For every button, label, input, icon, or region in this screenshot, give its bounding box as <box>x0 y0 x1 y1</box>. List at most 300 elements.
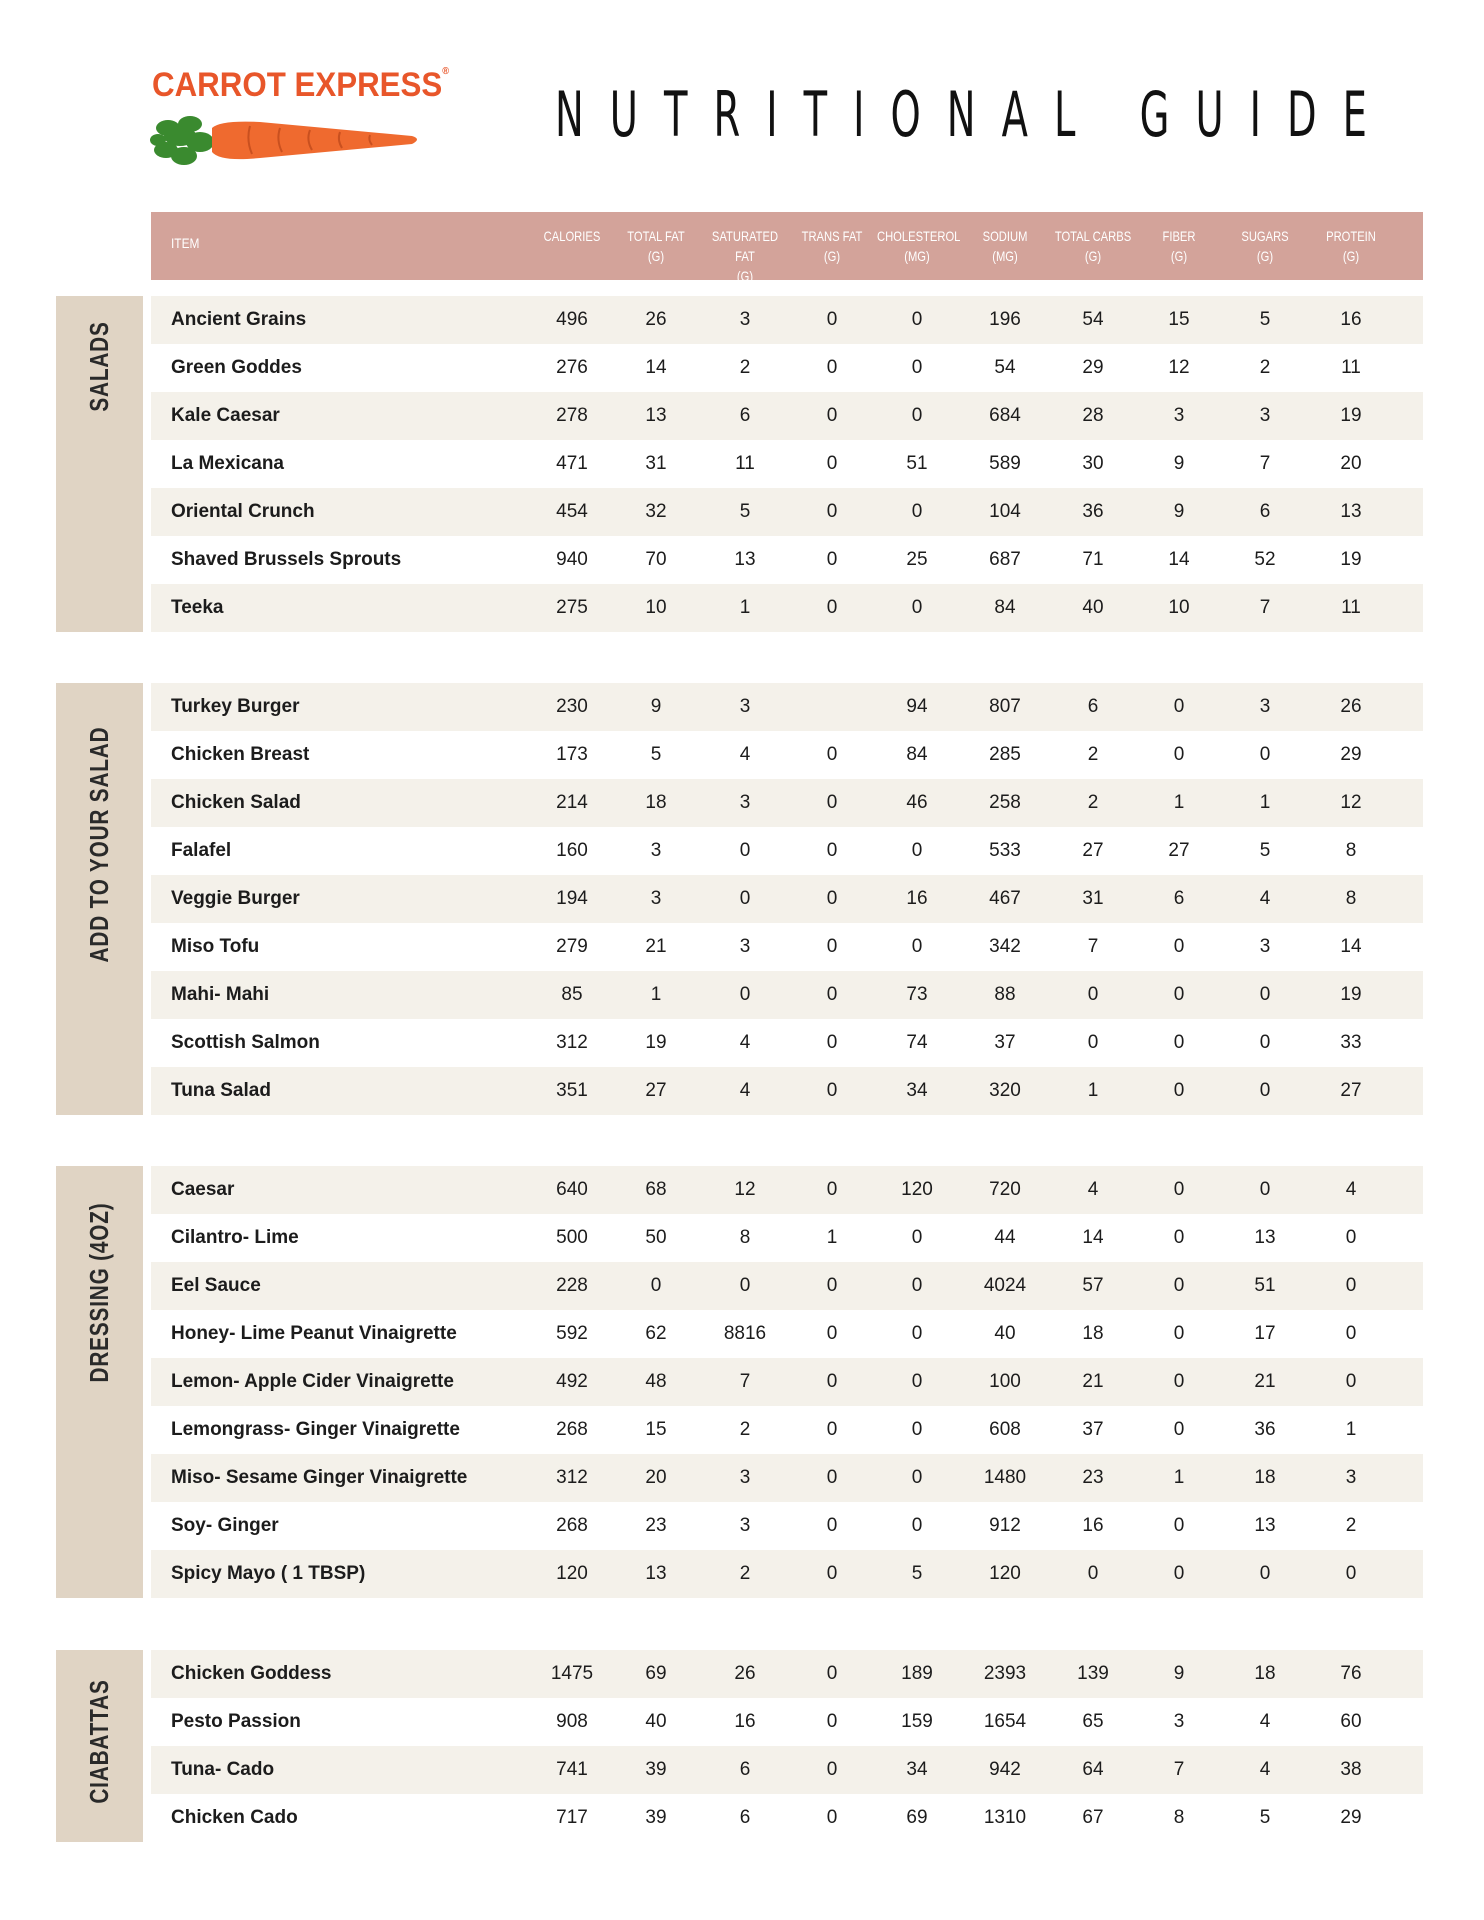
cell-calories: 640 <box>556 1179 588 1200</box>
cell-total-fat: 31 <box>645 453 667 474</box>
cell-saturated-fat: 11 <box>735 453 755 474</box>
cell-total-fat: 9 <box>650 696 662 717</box>
cell-fiber: 0 <box>1173 1032 1185 1053</box>
table-row <box>151 1454 1423 1502</box>
table-row <box>151 1067 1423 1115</box>
table-row <box>151 392 1423 440</box>
table-row <box>151 440 1423 488</box>
cell-cholesterol: 159 <box>901 1711 933 1732</box>
item-name: La Mexicana <box>171 453 284 474</box>
cell-saturated-fat: 16 <box>734 1711 756 1732</box>
cell-protein: 13 <box>1340 501 1362 522</box>
cell-cholesterol: 0 <box>911 840 923 861</box>
cell-protein: 16 <box>1340 309 1362 330</box>
item-name: Shaved Brussels Sprouts <box>171 549 402 570</box>
section-side-panel <box>56 1650 143 1842</box>
cell-total-carbs: 1 <box>1087 1080 1099 1101</box>
cell-protein: 8 <box>1345 840 1357 861</box>
cell-total-carbs: 28 <box>1082 405 1104 426</box>
cell-calories: 173 <box>556 744 588 765</box>
cell-calories: 276 <box>556 357 588 378</box>
table-row <box>151 1310 1423 1358</box>
cell-saturated-fat: 0 <box>739 984 751 1005</box>
cell-calories: 120 <box>556 1563 588 1584</box>
cell-protein: 38 <box>1340 1759 1362 1780</box>
cell-calories: 741 <box>556 1759 588 1780</box>
cell-fiber: 14 <box>1168 549 1190 570</box>
cell-protein: 29 <box>1340 1807 1362 1828</box>
cell-protein: 8 <box>1345 888 1357 909</box>
item-name: Eel Sauce <box>171 1275 261 1296</box>
cell-cholesterol: 0 <box>911 501 923 522</box>
cell-fiber: 6 <box>1173 888 1185 909</box>
cell-total-fat: 14 <box>645 357 667 378</box>
cell-sugars: 5 <box>1259 1807 1271 1828</box>
cell-calories: 160 <box>556 840 588 861</box>
cell-sugars: 52 <box>1254 549 1276 570</box>
cell-sugars: 18 <box>1254 1467 1276 1488</box>
cell-fiber: 9 <box>1173 501 1185 522</box>
cell-total-fat: 23 <box>645 1515 667 1536</box>
cell-protein: 12 <box>1340 792 1362 813</box>
cell-total-carbs: 0 <box>1087 984 1099 1005</box>
cell-protein: 19 <box>1340 984 1362 1005</box>
cell-total-carbs: 16 <box>1082 1515 1104 1536</box>
cell-cholesterol: 0 <box>911 1227 923 1248</box>
cell-cholesterol: 73 <box>906 984 928 1005</box>
cell-sugars: 3 <box>1259 696 1271 717</box>
cell-protein: 29 <box>1340 744 1362 765</box>
cell-total-fat: 40 <box>645 1711 667 1732</box>
cell-calories: 351 <box>556 1080 588 1101</box>
cell-trans-fat: 0 <box>826 1663 838 1684</box>
cell-saturated-fat: 4 <box>739 744 751 765</box>
cell-sugars: 0 <box>1259 1080 1271 1101</box>
cell-protein: 19 <box>1340 405 1362 426</box>
item-name: Chicken Goddess <box>171 1663 332 1684</box>
cell-cholesterol: 0 <box>911 1515 923 1536</box>
cell-fiber: 8 <box>1173 1807 1185 1828</box>
cell-sodium: 54 <box>994 357 1016 378</box>
cell-total-carbs: 21 <box>1082 1371 1104 1392</box>
cell-cholesterol: 5 <box>911 1563 923 1584</box>
cell-fiber: 0 <box>1173 936 1185 957</box>
table-row <box>151 1746 1423 1794</box>
cell-sugars: 13 <box>1254 1515 1276 1536</box>
item-name: Tuna- Cado <box>171 1759 275 1780</box>
cell-total-carbs: 4 <box>1087 1179 1099 1200</box>
cell-sodium: 2393 <box>983 1663 1027 1684</box>
cell-sugars: 6 <box>1259 501 1271 522</box>
cell-trans-fat: 0 <box>826 1179 838 1200</box>
cell-cholesterol: 46 <box>906 792 928 813</box>
table-row <box>151 1214 1423 1262</box>
cell-saturated-fat: 2 <box>739 1419 751 1440</box>
column-header-sodium: SODIUM (MG) <box>982 228 1028 264</box>
cell-sodium: 1654 <box>983 1711 1027 1732</box>
table-row <box>151 296 1423 344</box>
cell-fiber: 12 <box>1168 357 1190 378</box>
cell-trans-fat: 0 <box>826 1563 838 1584</box>
cell-saturated-fat: 6 <box>739 1807 751 1828</box>
item-name: Oriental Crunch <box>171 501 315 522</box>
table-row <box>151 683 1423 731</box>
table-row <box>151 923 1423 971</box>
cell-fiber: 15 <box>1168 309 1190 330</box>
cell-calories: 940 <box>556 549 588 570</box>
cell-protein: 0 <box>1345 1227 1357 1248</box>
item-name: Spicy Mayo ( 1 TBSP) <box>171 1563 366 1584</box>
cell-fiber: 0 <box>1173 1323 1185 1344</box>
cell-total-carbs: 29 <box>1082 357 1104 378</box>
cell-trans-fat: 0 <box>826 744 838 765</box>
cell-sugars: 13 <box>1254 1227 1276 1248</box>
cell-calories: 908 <box>556 1711 588 1732</box>
cell-protein: 76 <box>1340 1663 1362 1684</box>
cell-sodium: 88 <box>994 984 1016 1005</box>
cell-total-fat: 69 <box>645 1663 667 1684</box>
cell-total-carbs: 0 <box>1087 1032 1099 1053</box>
cell-total-carbs: 0 <box>1087 1563 1099 1584</box>
cell-calories: 279 <box>556 936 588 957</box>
cell-cholesterol: 34 <box>906 1759 928 1780</box>
cell-protein: 0 <box>1345 1563 1357 1584</box>
section-label: CIABATTAS <box>84 1679 115 1804</box>
cell-total-fat: 70 <box>645 549 667 570</box>
cell-cholesterol: 0 <box>911 1323 923 1344</box>
item-name: Scottish Salmon <box>171 1032 320 1053</box>
cell-total-fat: 50 <box>645 1227 667 1248</box>
cell-total-carbs: 71 <box>1082 549 1104 570</box>
cell-protein: 1 <box>1345 1419 1357 1440</box>
cell-trans-fat: 0 <box>826 1371 838 1392</box>
cell-total-carbs: 27 <box>1082 840 1104 861</box>
column-header-item: ITEM <box>171 235 200 251</box>
cell-calories: 312 <box>556 1467 588 1488</box>
table-row <box>151 1794 1423 1842</box>
cell-sugars: 0 <box>1259 744 1271 765</box>
cell-sodium: 687 <box>989 549 1021 570</box>
cell-fiber: 9 <box>1173 1663 1185 1684</box>
cell-calories: 85 <box>561 984 583 1005</box>
cell-sugars: 5 <box>1259 309 1271 330</box>
cell-calories: 500 <box>556 1227 588 1248</box>
cell-total-carbs: 6 <box>1087 696 1099 717</box>
cell-total-carbs: 57 <box>1082 1275 1104 1296</box>
cell-sodium: 608 <box>989 1419 1021 1440</box>
cell-total-fat: 15 <box>645 1419 667 1440</box>
cell-saturated-fat: 3 <box>739 936 751 957</box>
cell-sugars: 17 <box>1254 1323 1276 1344</box>
table-row <box>151 536 1423 584</box>
cell-trans-fat: 0 <box>826 1467 838 1488</box>
cell-cholesterol: 25 <box>906 549 928 570</box>
cell-saturated-fat: 26 <box>734 1663 756 1684</box>
item-name: Chicken Cado <box>171 1807 298 1828</box>
cell-sodium: 1480 <box>983 1467 1027 1488</box>
cell-protein: 3 <box>1345 1467 1357 1488</box>
cell-protein: 33 <box>1340 1032 1362 1053</box>
cell-fiber: 0 <box>1173 744 1185 765</box>
item-name: Green Goddes <box>171 357 302 378</box>
cell-fiber: 1 <box>1173 1467 1185 1488</box>
cell-sugars: 36 <box>1254 1419 1276 1440</box>
cell-fiber: 0 <box>1173 1080 1185 1101</box>
cell-total-carbs: 54 <box>1082 309 1104 330</box>
cell-trans-fat: 0 <box>826 1807 838 1828</box>
cell-trans-fat: 0 <box>826 549 838 570</box>
cell-trans-fat: 0 <box>826 1711 838 1732</box>
cell-sodium: 720 <box>989 1179 1021 1200</box>
cell-total-fat: 48 <box>645 1371 667 1392</box>
cell-saturated-fat: 1 <box>739 597 751 618</box>
cell-total-carbs: 30 <box>1082 453 1104 474</box>
item-name: Kale Caesar <box>171 405 280 426</box>
cell-saturated-fat: 4 <box>739 1032 751 1053</box>
cell-total-carbs: 40 <box>1082 597 1104 618</box>
item-name: Tuna Salad <box>171 1080 271 1101</box>
cell-sodium: 196 <box>989 309 1021 330</box>
cell-saturated-fat: 3 <box>739 792 751 813</box>
brand-logo <box>150 62 450 182</box>
cell-sugars: 2 <box>1259 357 1271 378</box>
cell-trans-fat: 0 <box>826 1759 838 1780</box>
cell-trans-fat: 0 <box>826 357 838 378</box>
cell-trans-fat: 0 <box>826 1032 838 1053</box>
cell-calories: 214 <box>556 792 588 813</box>
cell-total-fat: 26 <box>645 309 667 330</box>
column-header-total-carbs: TOTAL CARBS (G) <box>1054 228 1132 264</box>
item-name: Turkey Burger <box>171 696 300 717</box>
cell-trans-fat: 0 <box>826 1515 838 1536</box>
cell-fiber: 27 <box>1168 840 1190 861</box>
cell-cholesterol: 0 <box>911 309 923 330</box>
cell-sodium: 37 <box>994 1032 1016 1053</box>
cell-protein: 0 <box>1345 1275 1357 1296</box>
column-header-trans-fat: TRANS FAT (G) <box>801 228 863 264</box>
item-name: Lemongrass- Ginger Vinaigrette <box>171 1419 460 1440</box>
section-label: SALADS <box>83 321 114 412</box>
cell-total-fat: 32 <box>645 501 667 522</box>
cell-total-carbs: 14 <box>1082 1227 1104 1248</box>
cell-calories: 268 <box>556 1419 588 1440</box>
cell-calories: 1475 <box>550 1663 594 1684</box>
table-row <box>151 1406 1423 1454</box>
cell-calories: 454 <box>556 501 588 522</box>
cell-trans-fat: 0 <box>826 936 838 957</box>
cell-total-fat: 10 <box>645 597 667 618</box>
registered-mark: ® <box>442 66 450 77</box>
cell-total-fat: 5 <box>650 744 662 765</box>
carrot-icon <box>150 106 430 178</box>
item-name: Miso- Sesame Ginger Vinaigrette <box>171 1467 468 1488</box>
cell-protein: 11 <box>1341 357 1361 378</box>
cell-cholesterol: 0 <box>911 1467 923 1488</box>
cell-sugars: 4 <box>1259 1711 1271 1732</box>
cell-sodium: 84 <box>994 597 1016 618</box>
cell-sodium: 44 <box>994 1227 1016 1248</box>
cell-sodium: 104 <box>989 501 1021 522</box>
table-row <box>151 1650 1423 1698</box>
cell-sugars: 0 <box>1259 1179 1271 1200</box>
cell-trans-fat: 0 <box>826 1080 838 1101</box>
cell-cholesterol: 0 <box>911 1275 923 1296</box>
cell-total-fat: 3 <box>650 840 662 861</box>
table-row <box>151 875 1423 923</box>
cell-total-carbs: 37 <box>1082 1419 1104 1440</box>
cell-trans-fat: 1 <box>826 1227 838 1248</box>
cell-sugars: 51 <box>1254 1275 1276 1296</box>
cell-saturated-fat: 13 <box>734 549 756 570</box>
cell-sodium: 320 <box>989 1080 1021 1101</box>
cell-fiber: 0 <box>1173 1275 1185 1296</box>
table-row <box>151 1166 1423 1214</box>
cell-fiber: 1 <box>1173 792 1185 813</box>
cell-saturated-fat: 0 <box>739 888 751 909</box>
cell-trans-fat: 0 <box>826 984 838 1005</box>
cell-protein: 0 <box>1345 1323 1357 1344</box>
cell-protein: 60 <box>1340 1711 1362 1732</box>
cell-cholesterol: 74 <box>906 1032 928 1053</box>
cell-sodium: 589 <box>989 453 1021 474</box>
column-header-calories: CALORIES <box>543 228 601 244</box>
cell-fiber: 0 <box>1173 1419 1185 1440</box>
cell-trans-fat: 0 <box>826 309 838 330</box>
cell-total-carbs: 64 <box>1082 1759 1104 1780</box>
cell-sodium: 807 <box>989 696 1021 717</box>
cell-cholesterol: 69 <box>906 1807 928 1828</box>
cell-sodium: 285 <box>989 744 1021 765</box>
cell-protein: 14 <box>1340 936 1362 957</box>
cell-total-fat: 13 <box>645 1563 667 1584</box>
cell-total-fat: 1 <box>650 984 662 1005</box>
column-header-fiber: FIBER (G) <box>1162 228 1196 264</box>
cell-cholesterol: 0 <box>911 357 923 378</box>
table-row <box>151 1502 1423 1550</box>
cell-sugars: 3 <box>1259 405 1271 426</box>
cell-sodium: 258 <box>989 792 1021 813</box>
cell-total-fat: 21 <box>645 936 667 957</box>
cell-saturated-fat: 8816 <box>723 1323 767 1344</box>
column-header-saturated-fat: SATURATED FAT (G) <box>711 228 779 284</box>
cell-calories: 492 <box>556 1371 588 1392</box>
column-header-total-fat: TOTAL FAT (G) <box>627 228 685 264</box>
cell-fiber: 0 <box>1173 1371 1185 1392</box>
cell-total-carbs: 18 <box>1082 1323 1104 1344</box>
cell-cholesterol: 0 <box>911 597 923 618</box>
cell-cholesterol: 0 <box>911 1419 923 1440</box>
cell-calories: 592 <box>556 1323 588 1344</box>
cell-cholesterol: 34 <box>906 1080 928 1101</box>
cell-calories: 230 <box>556 696 588 717</box>
cell-cholesterol: 189 <box>901 1663 933 1684</box>
cell-sodium: 4024 <box>983 1275 1027 1296</box>
cell-saturated-fat: 6 <box>739 1759 751 1780</box>
cell-calories: 194 <box>556 888 588 909</box>
cell-sugars: 1 <box>1259 792 1271 813</box>
cell-fiber: 10 <box>1168 597 1190 618</box>
cell-sugars: 0 <box>1259 1563 1271 1584</box>
cell-trans-fat: 0 <box>826 597 838 618</box>
table-row <box>151 971 1423 1019</box>
item-name: Caesar <box>171 1179 235 1200</box>
item-name: Honey- Lime Peanut Vinaigrette <box>171 1323 457 1344</box>
cell-total-fat: 0 <box>650 1275 662 1296</box>
cell-total-fat: 62 <box>645 1323 667 1344</box>
cell-calories: 268 <box>556 1515 588 1536</box>
cell-sodium: 1310 <box>983 1807 1027 1828</box>
cell-total-carbs: 139 <box>1077 1663 1109 1684</box>
cell-cholesterol: 94 <box>906 696 928 717</box>
table-row <box>151 1019 1423 1067</box>
cell-sugars: 4 <box>1259 1759 1271 1780</box>
cell-fiber: 3 <box>1173 405 1185 426</box>
cell-saturated-fat: 3 <box>739 309 751 330</box>
cell-sodium: 342 <box>989 936 1021 957</box>
cell-sugars: 3 <box>1259 936 1271 957</box>
cell-saturated-fat: 0 <box>739 1275 751 1296</box>
cell-cholesterol: 84 <box>906 744 928 765</box>
table-row <box>151 827 1423 875</box>
cell-protein: 2 <box>1345 1515 1357 1536</box>
cell-sugars: 4 <box>1259 888 1271 909</box>
item-name: Cilantro- Lime <box>171 1227 299 1248</box>
table-row <box>151 731 1423 779</box>
cell-saturated-fat: 3 <box>739 1515 751 1536</box>
table-row <box>151 779 1423 827</box>
cell-protein: 0 <box>1345 1371 1357 1392</box>
cell-saturated-fat: 7 <box>739 1371 751 1392</box>
cell-total-carbs: 65 <box>1082 1711 1104 1732</box>
cell-saturated-fat: 12 <box>734 1179 756 1200</box>
cell-fiber: 0 <box>1173 1515 1185 1536</box>
cell-protein: 4 <box>1345 1179 1357 1200</box>
cell-sugars: 5 <box>1259 840 1271 861</box>
cell-sodium: 533 <box>989 840 1021 861</box>
cell-saturated-fat: 2 <box>739 1563 751 1584</box>
cell-cholesterol: 0 <box>911 1371 923 1392</box>
cell-total-fat: 3 <box>650 888 662 909</box>
cell-saturated-fat: 0 <box>739 840 751 861</box>
item-name: Lemon- Apple Cider Vinaigrette <box>171 1371 454 1392</box>
item-name: Chicken Salad <box>171 792 301 813</box>
item-name: Veggie Burger <box>171 888 300 909</box>
cell-fiber: 7 <box>1173 1759 1185 1780</box>
cell-total-carbs: 36 <box>1082 501 1104 522</box>
cell-protein: 20 <box>1340 453 1362 474</box>
cell-cholesterol: 0 <box>911 405 923 426</box>
cell-sugars: 7 <box>1259 453 1271 474</box>
item-name: Chicken Breast <box>171 744 310 765</box>
cell-saturated-fat: 4 <box>739 1080 751 1101</box>
cell-total-fat: 19 <box>645 1032 667 1053</box>
cell-calories: 228 <box>556 1275 588 1296</box>
item-name: Teeka <box>171 597 224 618</box>
section-side-panel <box>56 296 143 632</box>
cell-sodium: 467 <box>989 888 1021 909</box>
section-label: ADD TO YOUR SALAD <box>83 726 114 963</box>
cell-trans-fat: 0 <box>826 1419 838 1440</box>
cell-fiber: 9 <box>1173 453 1185 474</box>
item-name: Soy- Ginger <box>171 1515 279 1536</box>
cell-calories: 471 <box>556 453 588 474</box>
cell-trans-fat: 0 <box>826 792 838 813</box>
cell-sodium: 120 <box>989 1563 1021 1584</box>
cell-total-carbs: 31 <box>1082 888 1104 909</box>
table-row <box>151 1550 1423 1598</box>
cell-trans-fat: 0 <box>826 840 838 861</box>
cell-calories: 496 <box>556 309 588 330</box>
